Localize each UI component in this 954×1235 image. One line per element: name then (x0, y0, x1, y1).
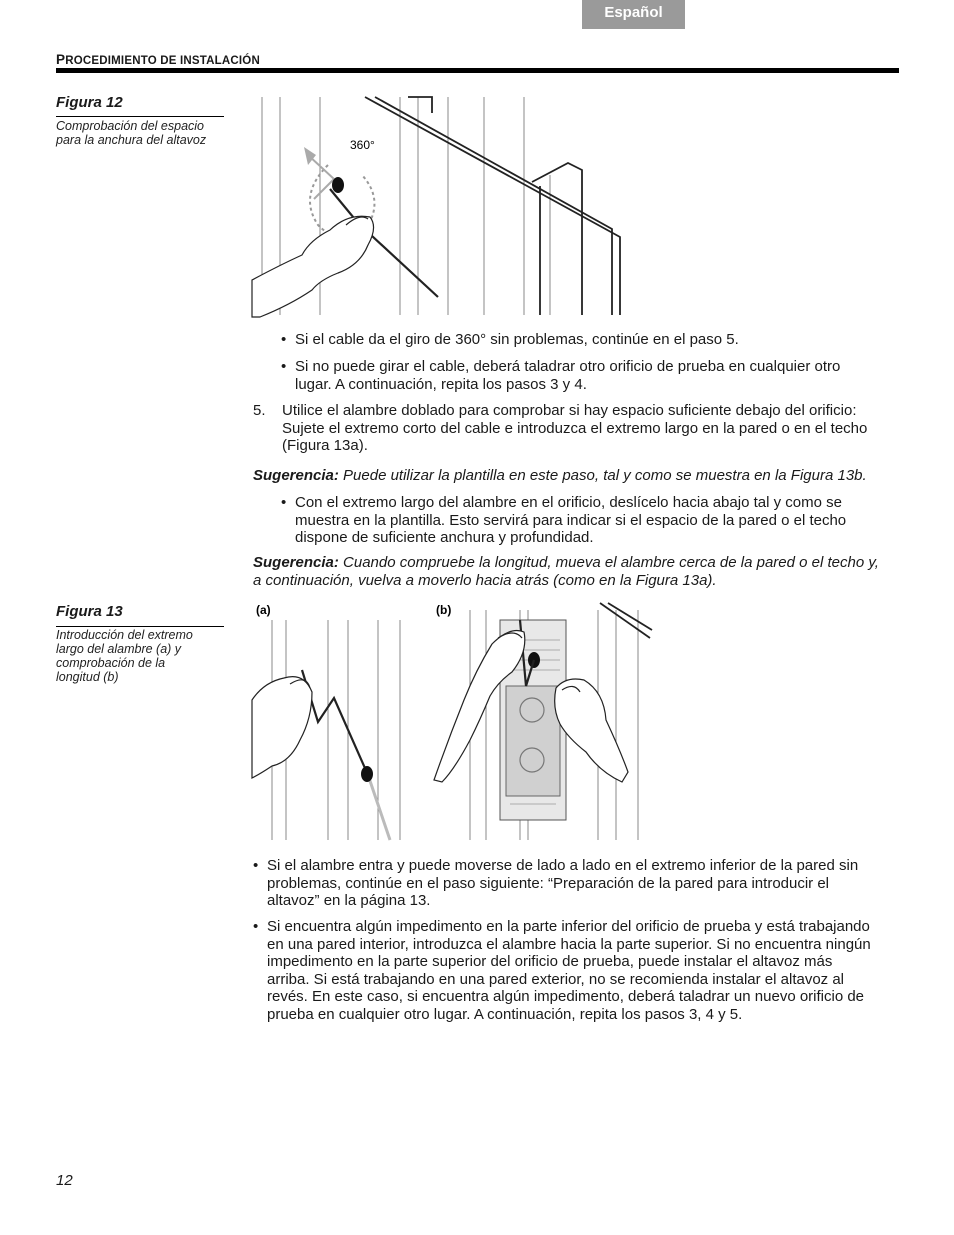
list-item-text: problemas, continúe en el paso siguiente: “Preparación de la pared para introducir el (267, 874, 830, 892)
step-number: 5. (253, 402, 266, 419)
hand-icon (252, 677, 312, 778)
list-item-text: dispone de suficiente anchura y profundidad. (295, 529, 594, 546)
list-item-text: altavoz” en la página 13. (267, 892, 431, 909)
list-item-text: Si el alambre entra y puede moverse de lado a lado en el extremo inferior de la pared sin (267, 857, 859, 874)
angle-label: 360° (350, 138, 375, 152)
tip-2 (253, 554, 913, 589)
list-item-text: Si encuentra algún impedimento en la parte inferior del orificio de prueba y está trabajando (267, 918, 870, 935)
test-hole (332, 177, 344, 193)
list-item: • Si encuentra algún impedimento en la parte inferior del orificio de prueba y está trabajando en una pared interior, introduzca el alambre hacia la parte superior. Si no encuentra ningún impedimento en la parte superior del orificio de prueba, puede instalar el altavoz más arriba. Si está trabajando en una pared exterior, no se recomienda instalar el altavoz al revés. En este caso, si encuentra algún impedimento, deberá taladrar un nuevo orificio de prueba en cualquier otro lugar. A continuación, repita los pasos 3, 4 y 5. (253, 918, 871, 1023)
page-number: 12 (56, 1172, 73, 1189)
figure-13-rule (56, 626, 224, 627)
step-text: Sujete el extremo corto del cable e introduzca el extremo largo en la pared o en el techo (282, 419, 868, 437)
list-item-text: revés. En este caso, si encuentra algún impedimento, deberá taladrar un nuevo orificio de (267, 988, 865, 1005)
section-title (56, 52, 260, 67)
list-item-text: muestra en la plantilla. Esto servirá para indicar si el espacio de la pared o el techo (295, 511, 847, 529)
list-item: • Con el extremo largo del alambre en el orificio, deslícelo hacia abajo tal y como se muestra en la plantilla. Esto servirá para indicar si el espacio de la pared o el techo dispone de suficiente anchura y profundidad. (281, 494, 847, 546)
tip-text: Cuando compruebe la longitud, mueva el alambre cerca de la pared o el techo y, (338, 554, 879, 571)
figure-12-rule (56, 116, 224, 117)
step-5 (253, 402, 903, 458)
figure-13b-tag: (b) (436, 603, 452, 617)
figure-13-label: Figura 13 (56, 603, 123, 620)
figure-13-caption-line: largo del alambre (a) y (56, 642, 182, 656)
section-title-rest: ROCEDIMIENTO DE INSTALACIÓN (65, 55, 260, 67)
figure-12-caption-line: Comprobación del espacio (56, 119, 205, 133)
bent-wire (302, 670, 368, 775)
figure-13-caption-line: longitud (b) (56, 670, 119, 684)
step-text: (Figura 13a). (282, 437, 368, 454)
list-item: • Si el alambre entra y puede moverse de lado a lado en el extremo inferior de la pared sin problemas, continúe en el paso siguiente: “Preparación de la pared para introducir el altavoz” en la página 13. (253, 857, 859, 909)
figure-13-caption (56, 628, 226, 684)
figure-12-caption-line: para la anchura del altavoz (56, 133, 207, 147)
figure-13-caption-line: Introducción del extremo (56, 628, 193, 642)
language-tab[interactable]: Español (582, 0, 685, 29)
hand-icon (252, 216, 374, 317)
tip-label: Sugerencia: (253, 467, 339, 484)
tip-text: a continuación, vuelva a moverlo hacia atrás (como en la Figura 13a). (253, 571, 717, 589)
list-item-text: Con el extremo largo del alambre en el orificio, deslícelo hacia abajo tal y como se (295, 494, 842, 511)
list-item-text: en una pared interior, introduzca el alambre hacia la parte superior. Si no encuentra ningún (267, 935, 871, 953)
tip-1 (253, 467, 913, 485)
list-item: • Si no puede girar el cable, deberá taladrar otro orificio de prueba en cualquier otro lugar. A continuación, repita los pasos 3 y 4. (281, 358, 841, 393)
figure-12-label: Figura 12 (56, 94, 123, 111)
section-rule (56, 68, 899, 73)
section-title-initial: P (56, 52, 66, 67)
list-item-text: Si el cable da el giro de 360° sin problemas, continúe en el paso 5. (295, 331, 739, 348)
list-item-text: Si no puede girar el cable, deberá taladrar otro orificio de prueba en cualquier otro (295, 358, 841, 375)
figure-13-caption-line: comprobación de la (56, 656, 166, 670)
list-item-text: prueba en cualquier otro lugar. A continuación, repita los pasos 3, 4 y 5. (267, 1005, 743, 1023)
figure-12-caption (56, 119, 226, 147)
tip-text: Puede utilizar la plantilla en este paso, tal y como se muestra en la Figura 13b. (338, 467, 867, 484)
list-item-text: arriba. Si está trabajando en una pared exterior, no se recomienda instalar el altavoz al (267, 970, 845, 988)
list-item: • Si el cable da el giro de 360° sin problemas, continúe en el paso 5. (281, 331, 739, 348)
list-item-text: impedimento en la parte superior del orificio de prueba, puede instalar el altavoz más (267, 953, 833, 970)
list-item-text: lugar. A continuación, repita los pasos 3 y 4. (295, 375, 587, 393)
figure-12-illustration (250, 95, 630, 320)
figure-13a-tag: (a) (256, 603, 271, 617)
figure-13a-illustration (250, 600, 420, 845)
tip-label: Sugerencia: (253, 554, 339, 571)
test-hole (361, 766, 373, 782)
step-text: Utilice el alambre doblado para comprobar si hay espacio suficiente debajo del orificio: (282, 402, 857, 419)
figure-13b-illustration (428, 600, 660, 845)
